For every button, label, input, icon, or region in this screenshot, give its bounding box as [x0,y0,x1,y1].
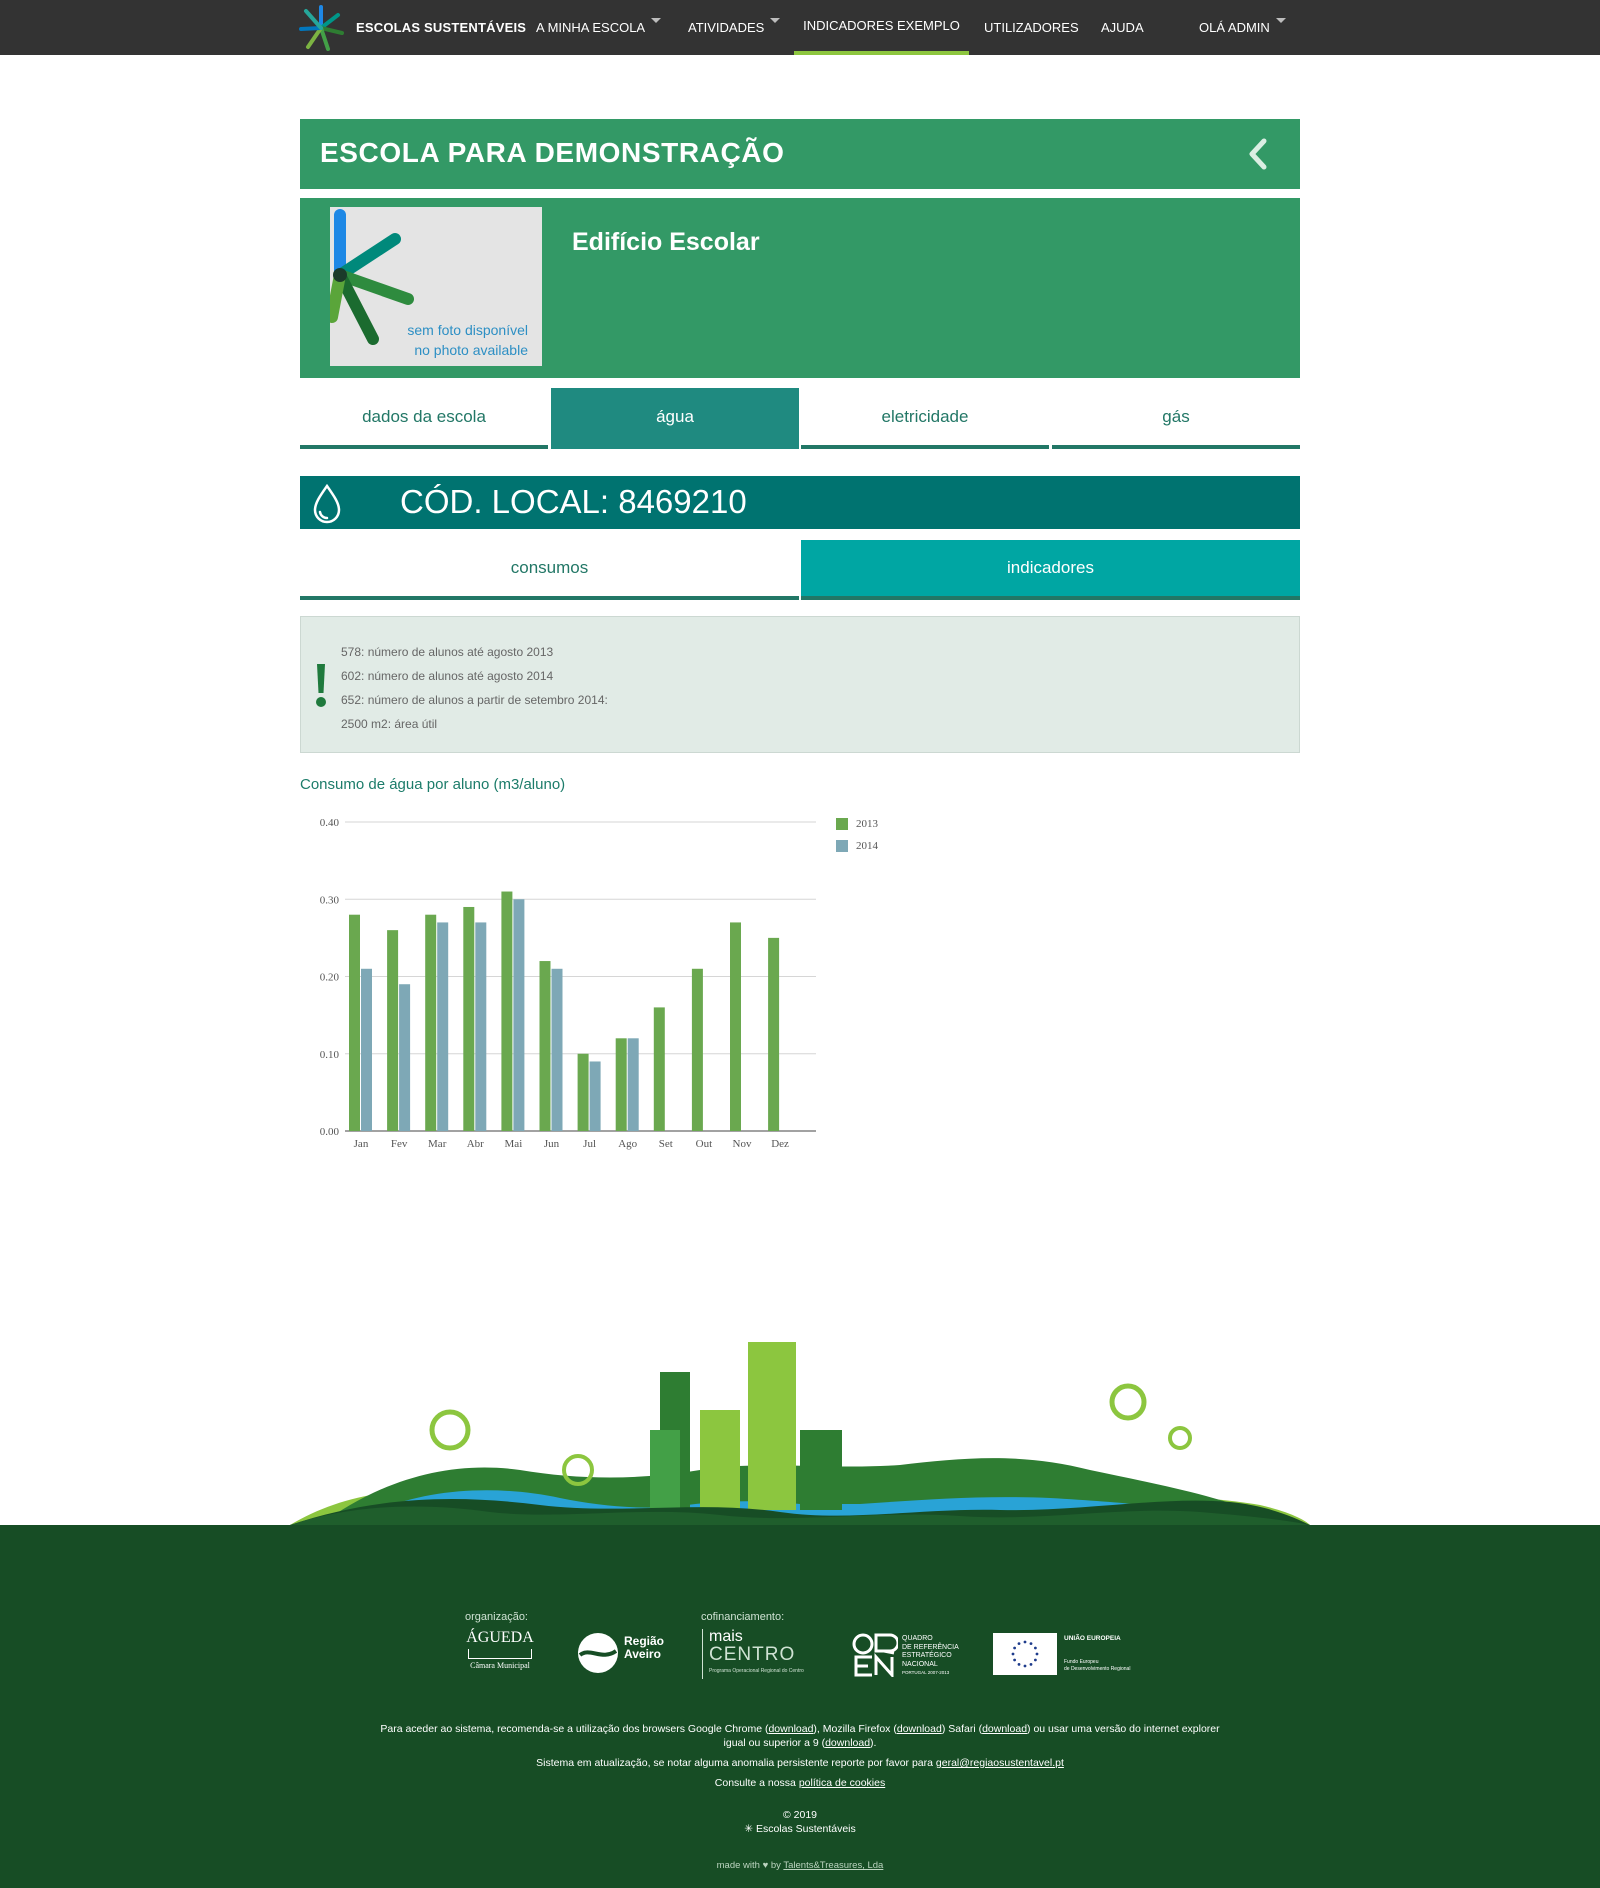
agueda-logo-subtitle: Câmara Municipal [470,1661,530,1670]
no-photo-text-en: no photo available [414,342,528,358]
chevron-down-icon [651,18,661,23]
tab-dados-da-escola[interactable] [300,388,548,449]
bar-2013-jul [578,1054,589,1131]
legend-label: 2013 [856,818,878,830]
subtab-label: consumos [510,558,589,577]
copyright [350,1808,1250,1836]
qren-logo [852,1633,962,1679]
bar-2013-mai [501,892,512,1131]
subtab-label: indicadores [1007,558,1094,577]
bar-2014-mar [437,922,448,1131]
eu-star [1013,1659,1016,1662]
nav-user-menu[interactable] [1199,0,1270,55]
small-brand-icon: ✳ [744,1823,754,1835]
no-photo-text-pt: sem foto disponível [407,322,528,338]
x-tick-label: Jun [543,1138,560,1150]
bar-2013-abr [463,907,474,1131]
x-tick-label: Jul [583,1138,597,1150]
building-name: Edifício Escolar [572,228,760,256]
y-tick-label: 0.30 [319,894,339,907]
legend-swatch [836,818,848,830]
brand-name: ESCOLAS SUSTENTÁVEIS [356,20,527,35]
qren-line: QUADRO [902,1635,933,1642]
brand-link[interactable] [298,0,526,55]
download-chrome-link[interactable]: download [768,1723,814,1735]
browser-text: ) Safari ( [941,1723,983,1735]
regiao-aveiro-logo [576,1631,666,1677]
subtab-indicadores[interactable] [801,540,1300,600]
legend-label: 2014 [856,840,878,852]
ue-subtitle: Fundo Europeu [1064,1659,1099,1665]
legend-item [836,835,878,857]
cofin-label: cofinanciamento: [701,1611,785,1623]
download-safari-link[interactable]: download [982,1723,1028,1735]
tab-label: gás [1162,406,1190,426]
nav-label: ATIVIDADES [688,20,765,35]
nav-label: AJUDA [1101,20,1144,35]
y-tick-label: 0.40 [319,817,339,829]
bar-2013-fev [387,930,398,1131]
regiao-aveiro-subtitle: Aveiro [624,1647,661,1661]
building-card [300,198,1300,378]
back-arrow-icon[interactable] [1244,135,1274,173]
qren-line: NACIONAL [902,1660,938,1668]
building-photo-placeholder [330,207,542,366]
building-icon [468,1649,532,1659]
x-tick-label: Jan [353,1138,369,1150]
brand-logo-icon [298,5,344,51]
copyright-brand: Escolas Sustentáveis [755,1823,856,1835]
eu-star [1018,1642,1021,1645]
qren-icon [852,1633,898,1677]
eu-flag-icon [993,1633,1057,1675]
water-drop-icon [308,482,346,524]
school-title: ESCOLA PARA DEMONSTRAÇÃO [320,137,785,168]
bar-2014-mai [513,899,524,1131]
y-tick-label: 0.00 [319,1126,339,1138]
qren-subtitle: PORTUGAL 2007-2013 [902,1670,950,1675]
browser-text: ). [870,1737,877,1749]
copyright-year: © 2019 [782,1809,817,1821]
no-photo-text [407,320,528,360]
x-tick-label: Mai [504,1138,523,1150]
x-tick-label: Nov [732,1138,752,1150]
update-text: Sistema em atualização, se notar alguma anomalia persistente reporte por favor para [536,1757,936,1769]
local-code-bar [300,476,1300,529]
qren-line: ESTRATÉGICO [902,1652,952,1659]
email-link[interactable]: geral@regiaosustentavel.pt [935,1757,1064,1769]
eu-star [1030,1642,1033,1645]
eu-star [1012,1653,1015,1656]
update-notice [350,1756,1250,1770]
qren-line: DE REFERÊNCIA [902,1643,959,1651]
notice-line: 602: número de alunos até agosto 2014 [341,669,554,683]
ue-title: UNIÃO EUROPEIA [1064,1635,1121,1642]
x-tick-label: Fev [390,1138,408,1150]
eu-star [1030,1663,1033,1666]
tab-agua[interactable] [551,388,799,449]
company-link[interactable]: Talents&Treasures, Lda [783,1860,884,1871]
x-tick-label: Set [658,1138,673,1150]
eu-star [1034,1647,1037,1650]
regiao-aveiro-title: Região [624,1634,665,1648]
bar-2014-jun [552,969,563,1131]
bar-2014-jan [361,969,372,1131]
tab-label: água [656,406,694,426]
bar-2014-jul [590,1061,601,1131]
eu-star [1018,1663,1021,1666]
nav-atividades[interactable] [688,0,764,55]
made-with [350,1860,1250,1871]
chevron-down-icon [1276,18,1286,23]
mais-centro-mais: mais [709,1628,743,1645]
bar-2013-nov [730,922,741,1131]
nav-a-minha-escola[interactable] [536,0,645,55]
bar-2014-ago [628,1038,639,1131]
tab-label: eletricidade [881,406,969,426]
notice-line: 2500 m2: área útil [341,717,438,731]
regiao-aveiro-icon [576,1631,620,1675]
org-label: organização: [465,1611,528,1623]
nav-label: INDICADORES EXEMPLO [803,18,960,33]
x-tick-label: Dez [771,1138,789,1150]
browser-text: ), Mozilla Firefox ( [813,1723,897,1735]
footer [0,1525,1600,1888]
local-code: CÓD. LOCAL: 8469210 [400,483,747,520]
user-greeting: OLÁ ADMIN [1199,20,1270,35]
eu-star [1034,1659,1037,1662]
nav-indicadores-exemplo[interactable] [794,0,969,55]
x-tick-label: Ago [618,1138,638,1150]
bar-2013-ago [616,1038,627,1131]
browser-text: ) ou usar uma versão do internet explorer [1027,1723,1220,1735]
exclamation-icon [315,662,327,708]
browser-text: igual ou superior a 9 ( [723,1737,826,1749]
chevron-down-icon [770,18,780,23]
info-notice [300,616,1300,753]
sustainable-city-illustration [0,1320,1600,1530]
mais-centro-centro: CENTRO [709,1644,796,1665]
nav-ajuda[interactable] [1101,0,1144,55]
made-with-text: made with ♥ by [716,1860,784,1871]
browser-recommendation [350,1722,1250,1750]
eu-star [1024,1641,1027,1644]
ue-subtitle: de Desenvolvimento Regional [1064,1666,1131,1672]
nav-label: UTILIZADORES [984,20,1079,35]
top-navbar [0,0,1600,55]
bar-2013-out [692,969,703,1131]
eu-star [1013,1647,1016,1650]
download-ie-link[interactable]: download [825,1737,871,1749]
bar-2014-fev [399,984,410,1131]
eu-star [1024,1665,1027,1668]
chart-title: Consumo de água por aluno (m3/aluno) [300,776,566,793]
subtab-consumos[interactable] [300,540,799,600]
cookies-policy-link[interactable]: política de cookies [798,1777,886,1789]
y-tick-label: 0.20 [319,971,339,984]
notice-line: 578: número de alunos até agosto 2013 [341,645,554,659]
mais-centro-logo [702,1629,822,1679]
cookies-notice [350,1776,1250,1790]
tab-gas[interactable] [1052,388,1300,449]
nav-label: A MINHA ESCOLA [536,20,646,35]
x-tick-label: Out [695,1138,713,1150]
bar-2013-jun [540,961,551,1131]
y-tick-label: 0.10 [319,1048,339,1061]
bar-2013-jan [349,915,360,1131]
browser-text: Para aceder ao sistema, recomenda-se a utilização dos browsers Google Chrome ( [380,1723,769,1735]
x-tick-label: Mar [428,1138,447,1150]
tab-label: dados da escola [362,406,486,426]
download-firefox-link[interactable]: download [896,1723,942,1735]
agueda-logo-title: ÁGUEDA [466,1629,534,1646]
cookies-text: Consulte a nossa [714,1777,799,1789]
school-header [300,119,1300,189]
legend-swatch [836,840,848,852]
mais-centro-subtitle: Programa Operacional Regional do Centro [709,1668,804,1674]
water-per-student-chart [300,800,820,1160]
bar-2014-abr [475,922,486,1131]
x-tick-label: Abr [466,1138,484,1150]
uniao-europeia-logo [993,1633,1138,1679]
resource-tabs [300,388,1300,449]
legend-item [836,813,878,835]
agueda-logo [462,1629,538,1677]
notice-line: 652: número de alunos a partir de setembro 2014: [341,693,608,707]
eu-star [1036,1653,1039,1656]
chart-legend [836,813,878,857]
nav-utilizadores[interactable] [984,0,1079,55]
bar-2013-mar [425,915,436,1131]
bar-2013-set [654,1007,665,1131]
tab-eletricidade[interactable] [801,388,1049,449]
bar-2013-dez [768,938,779,1131]
